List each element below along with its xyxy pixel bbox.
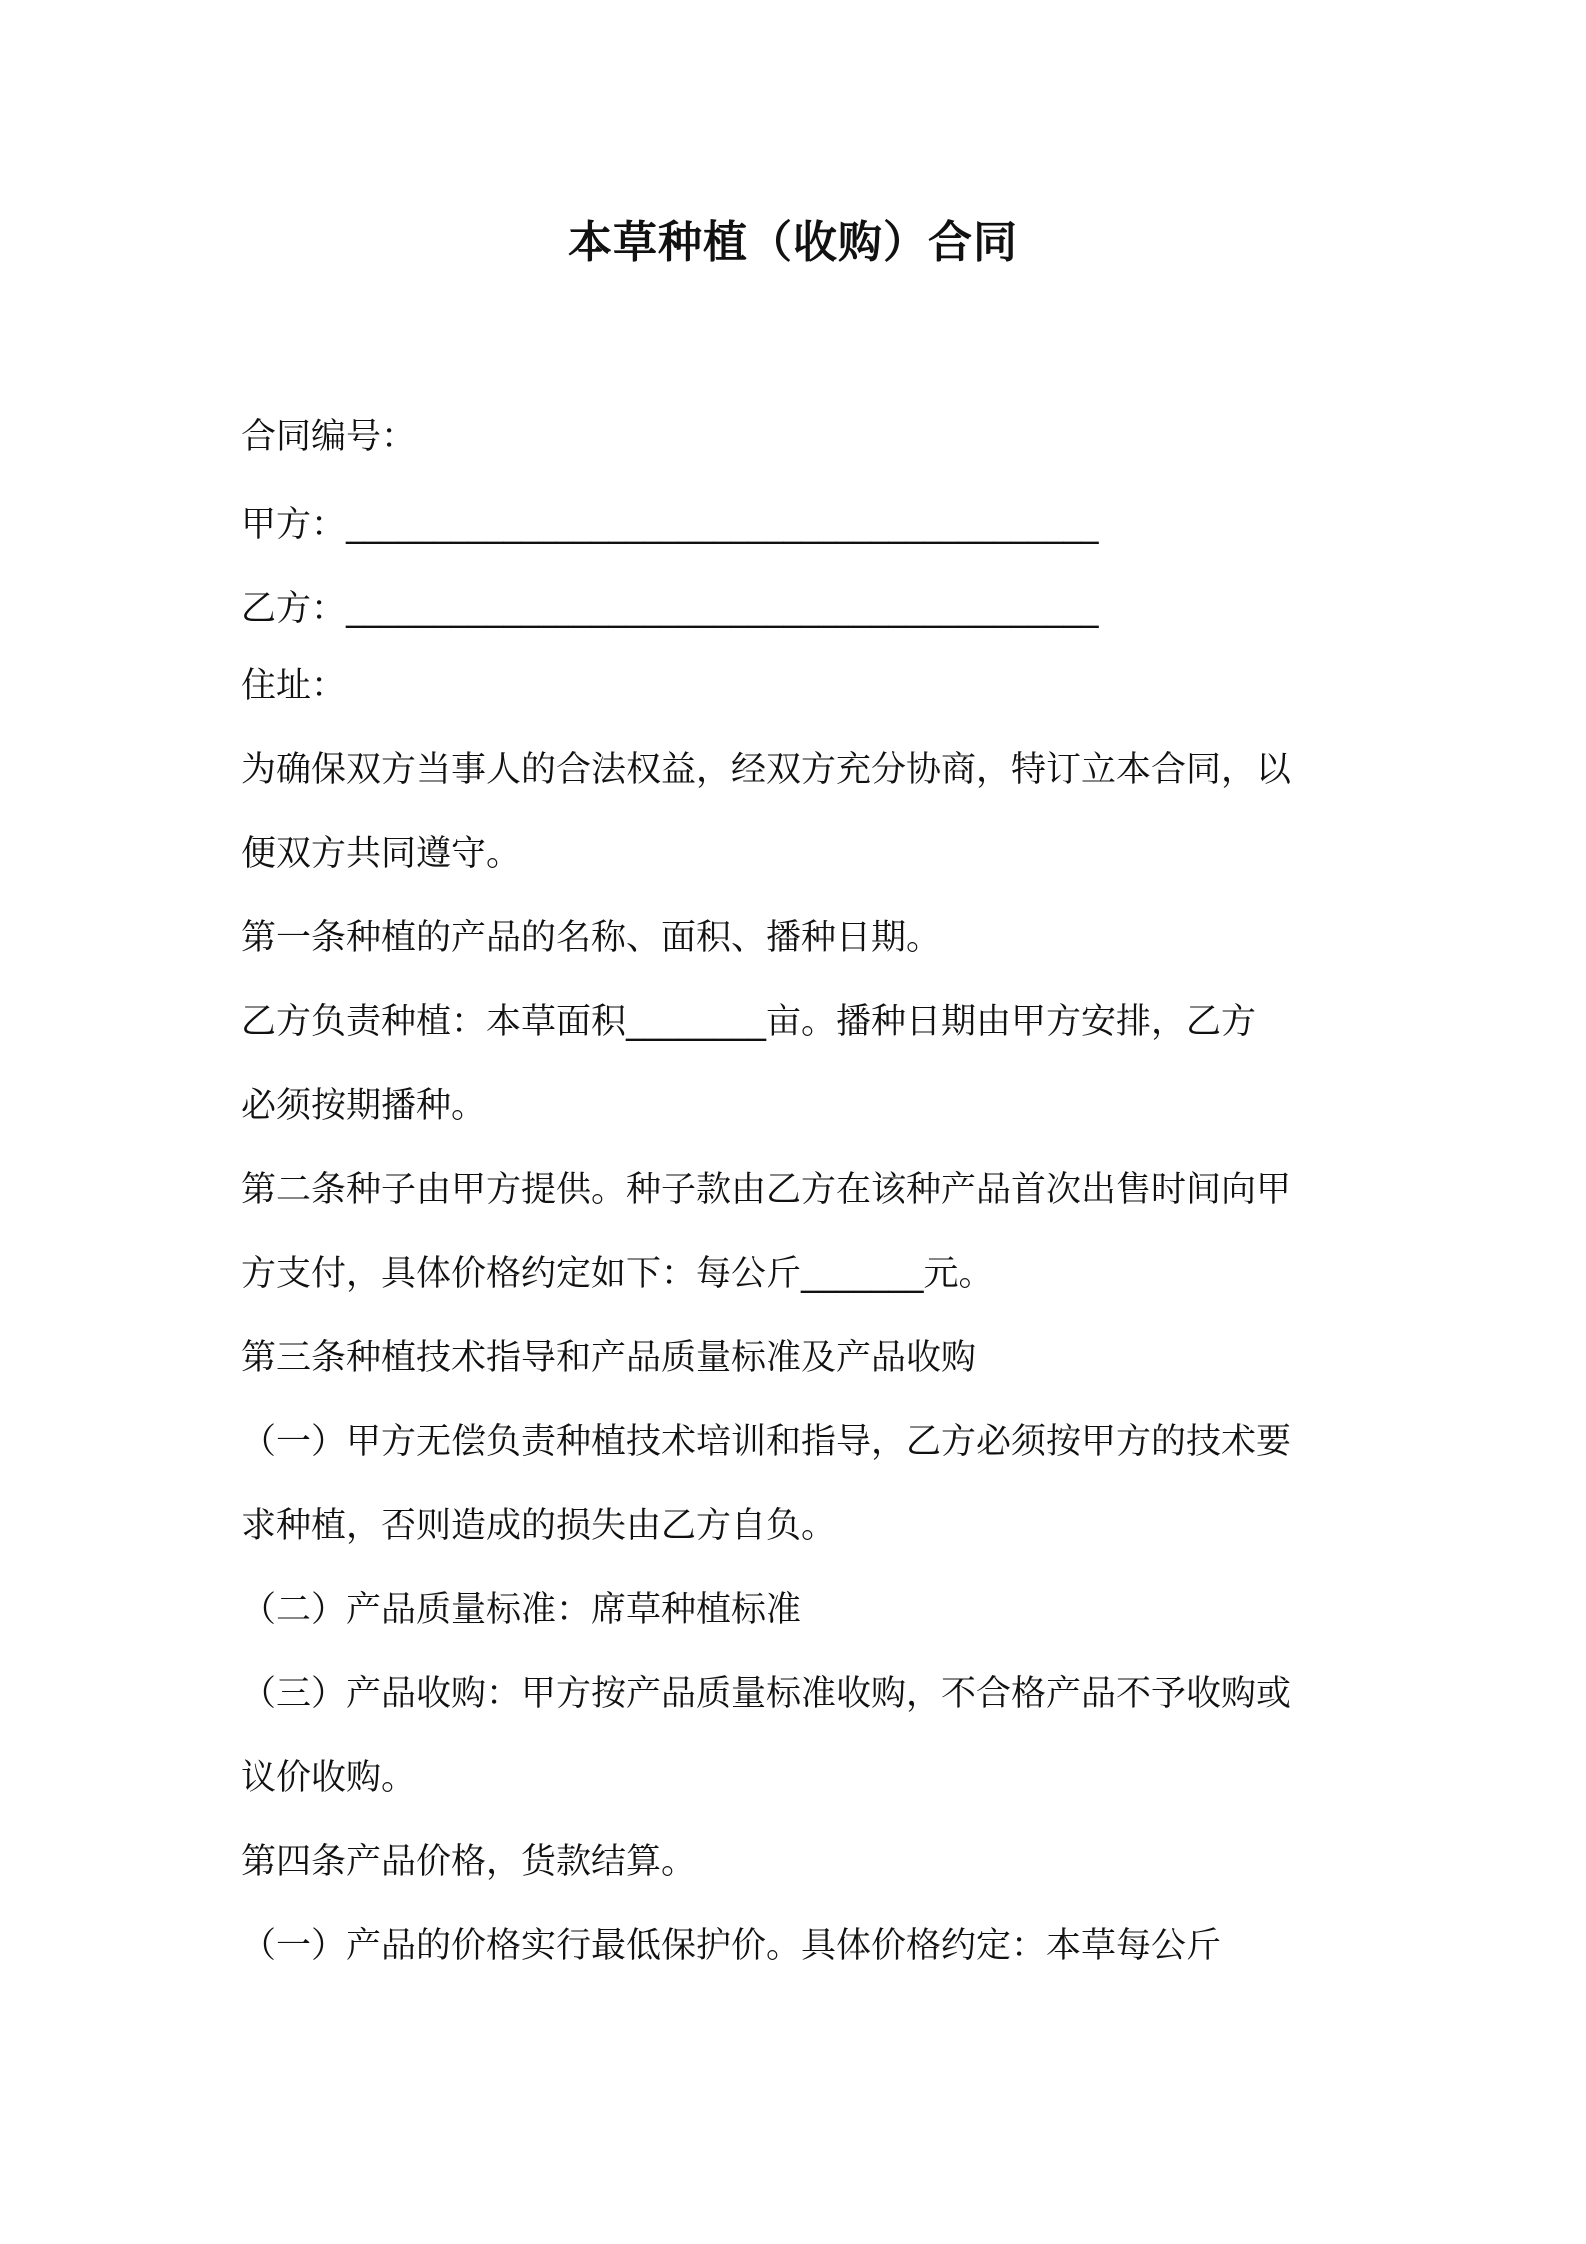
article-3-item-1-line-1: （一）甲方无偿负责种植技术培训和指导，乙方必须按甲方的技术要 xyxy=(241,1422,1292,1462)
contract-number-line: 合同编号： xyxy=(241,417,417,457)
preamble-line-2: 便双方共同遵守。 xyxy=(241,834,522,874)
article-3-heading: 第三条种植技术指导和产品质量标准及产品收购 xyxy=(241,1338,977,1378)
article-2-text-1: 第二条种子由甲方提供。种子款由乙方在该种产品首次出售时间向甲 xyxy=(241,1170,1292,1210)
preamble-line-1: 为确保双方当事人的合法权益，经双方充分协商，特订立本合同，以 xyxy=(241,750,1292,790)
address-line: 住址： xyxy=(241,666,347,706)
party-b-line: 乙方：___________________________________________ xyxy=(241,589,1099,629)
article-3-item-1-line-2: 求种植，否则造成的损失由乙方自负。 xyxy=(241,1506,837,1546)
article-3-item-3-line-1: （三）产品收购：甲方按产品质量标准收购，不合格产品不予收购或 xyxy=(241,1674,1292,1714)
document-title: 本草种植（收购）合同 xyxy=(568,217,1018,268)
article-1-text-1: 乙方负责种植：本草面积________亩。播种日期由甲方安排，乙方 xyxy=(241,1002,1257,1042)
article-4-heading: 第四条产品价格，货款结算。 xyxy=(241,1842,697,1882)
party-a-line: 甲方：___________________________________________ xyxy=(241,505,1099,545)
article-3-item-2: （二）产品质量标准：席草种植标准 xyxy=(241,1590,802,1630)
article-2-text-2: 方支付，具体价格约定如下：每公斤_______元。 xyxy=(241,1254,994,1294)
article-4-item-1: （一）产品的价格实行最低保护价。具体价格约定：本草每公斤 xyxy=(241,1926,1222,1966)
article-3-item-3-line-2: 议价收购。 xyxy=(241,1758,417,1798)
article-1-heading: 第一条种植的产品的名称、面积、播种日期。 xyxy=(241,918,942,958)
article-1-text-2: 必须按期播种。 xyxy=(241,1086,487,1126)
